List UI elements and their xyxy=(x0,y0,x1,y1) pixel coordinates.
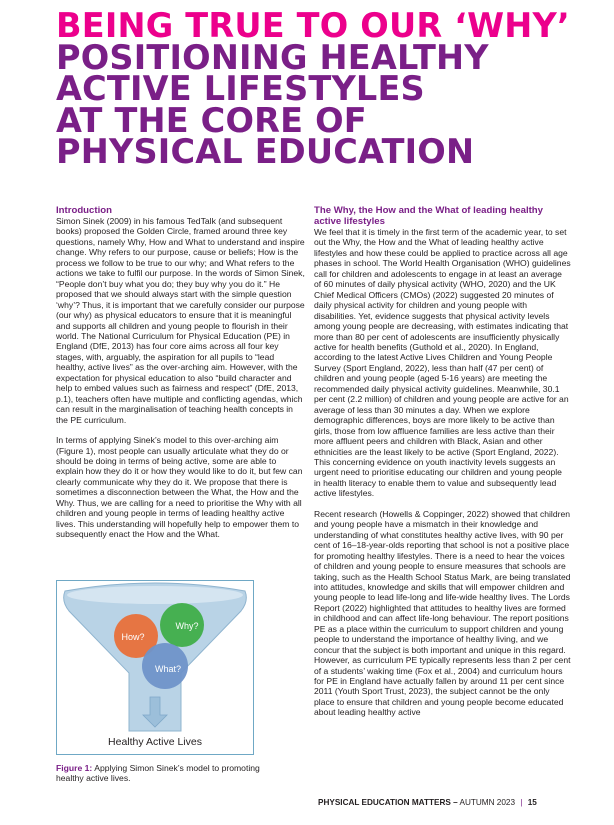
figure-caption-label: Figure 1: xyxy=(56,763,93,773)
what-label: What? xyxy=(154,664,182,674)
page-number: 15 xyxy=(527,798,537,807)
left-column xyxy=(56,205,305,540)
figure-caption-text: Applying Simon Sinek’s model to promoting healthy active lives. xyxy=(56,763,260,783)
figure-caption xyxy=(56,763,261,783)
intro-paragraph-1: Simon Sinek (2009) in his famous TedTalk (and subsequent books) proposed the Golden Circle, framed around three key questions, namely Why, How and What to understand and inspire change. Why refers to our purpose, cause or beliefs; How is the process we follow to be true to our why; and What refers to the actions we take to fulfil our purpose. In the words of Simon Sinek, “People don’t buy what you do; they buy why you do it.” He proposed that we should always start with the simple question ‘why’? Thus, it is important that we carefully consider our purpose (our why) as physical educators to ensure that it is meaningful and supports all children and young people to flourish in their world. The National Curriculum for Physical Education (PE) in England (DfE, 2013) has four core aims across all four key stages, with, arguably, the aspiration for all pupils to “lead healthy, active lives” as the over-arching aim. However, with the expectation for physical education to also “build character and help to embed values such as fairness and respect” (DfE, 2013, p.1), teachers often have multiple and conflicting agendas, which can result in the marginalisation of teaching health concepts in the PE curriculum. xyxy=(56,216,305,425)
footer-separator: | xyxy=(520,798,523,807)
why-label: Why? xyxy=(175,621,199,631)
title-line-5: PHYSICAL EDUCATION xyxy=(56,132,475,171)
issue-label: AUTUMN 2023 xyxy=(459,798,515,807)
article-title xyxy=(56,6,596,171)
funnel-rim xyxy=(67,586,243,604)
title-line-4: AT THE CORE OF xyxy=(56,100,367,140)
healthy-active-lives-label: Healthy Active Lives xyxy=(108,736,202,748)
section-2-paragraph-1: We feel that it is timely in the first term of the academic year, to set out the Why, the How and the What of leading healthy active lifestyles and how these could be applied to practice across all age phases in school. The World Health Organisation (WHO) guidelines call for children and adolescents to engage in at least an average of 60 minutes of daily physical activity (WHO, 2020) and the UK Chief Medical Officers (CMOs) (2022) suggested 20 minutes of daily physical activity for children and young people with disabilities. Yet, evidence suggests that physical activity levels among young people are decreasing, with estimates indicating that more than 80 per cent of adolescents are insufficiently physically active for health benefits (Guthold et al., 2020). In England, according to the latest Active Lives Children and Young People Survey (Sport England, 2022), less than half (47 per cent) of children and young people (aged 5-16 years) are meeting the recommended daily physical activity guidelines. Meanwhile, 30.1 per cent (2.2 million) of children and young people are active for an average of less than 30 minutes a day. When we explore demographic differences, boys are more likely to be active than girls, those from low affluence families are less active than their more affluent peers and children with Black, Asian and other ethnicities are the least likely to be active (Sport England, 2022). This concerning evidence on youth inactivity levels suggests an urgent need to prioritise educating our children and young people in health literacy to enable them to value and subsequently lead active lifestyles. xyxy=(314,227,571,499)
publication-name: PHYSICAL EDUCATION MATTERS – xyxy=(318,798,458,807)
section-2-paragraph-2: Recent research (Howells & Coppinger, 2022) showed that children and young people have a mismatch in their knowledge and understanding of what constitutes healthy active lives, with 90 per cent of 16–18-year-olds reporting that school is not a positive place for promoting healthy lifestyles. There is a need to hear the voices of children and young people to ensure measures that schools are taking, such as the Health School Status Mark, are being translated into attitudes, knowledge and skills that will empower children and young people to lead life-long and life-wide healthy lives. The Lords Report (2022) highlighted that attitudes to healthy lives are formed in childhood and can affect life-long behaviour. The report positions PE as a place within the curriculum to support children and young people to understand the importance of healthy living, and we concur that the subject is both important and unique in this regard. However, as curriculum PE typically represents less than 2 per cent of a students’ waking time (Fox et al., 2004) and curriculum hours for PE in England have actually fallen by around 11 per cent since 2011 (Youth Sport Trust, 2023), the subject cannot be the only place to ensure that children and young people become educated about leading healthy active xyxy=(314,508,571,718)
right-column xyxy=(314,205,571,718)
title-line-1: BEING TRUE TO OUR ‘WHY’ xyxy=(56,6,570,45)
intro-paragraph-2: In terms of applying Sinek’s model to this over-arching aim (Figure 1), most people can usually articulate what they do or should be doing in terms of being active, some are able to explain how they do it or how they would like to do it, but few can clearly communicate why they do it. We propose that there is sometimes a disconnection between the What, the How and the Why. Thus, we are calling for a need to prioritise the Why with all children and young people in terms of leading healthy active lives. This understanding will hopefully help to empower them to subsequently enact the How and the What. xyxy=(56,435,303,540)
section-2-heading: The Why, the How and the What of leading healthy active lifestyles xyxy=(314,205,544,227)
page-footer xyxy=(318,798,580,807)
intro-heading: Introduction xyxy=(56,205,112,216)
golden-circle-funnel-diagram xyxy=(57,581,253,754)
title-line-3: ACTIVE LIFESTYLES xyxy=(56,69,425,108)
title-line-2: POSITIONING HEALTHY xyxy=(56,37,489,77)
figure-1 xyxy=(56,580,254,755)
how-label: How? xyxy=(121,632,145,642)
